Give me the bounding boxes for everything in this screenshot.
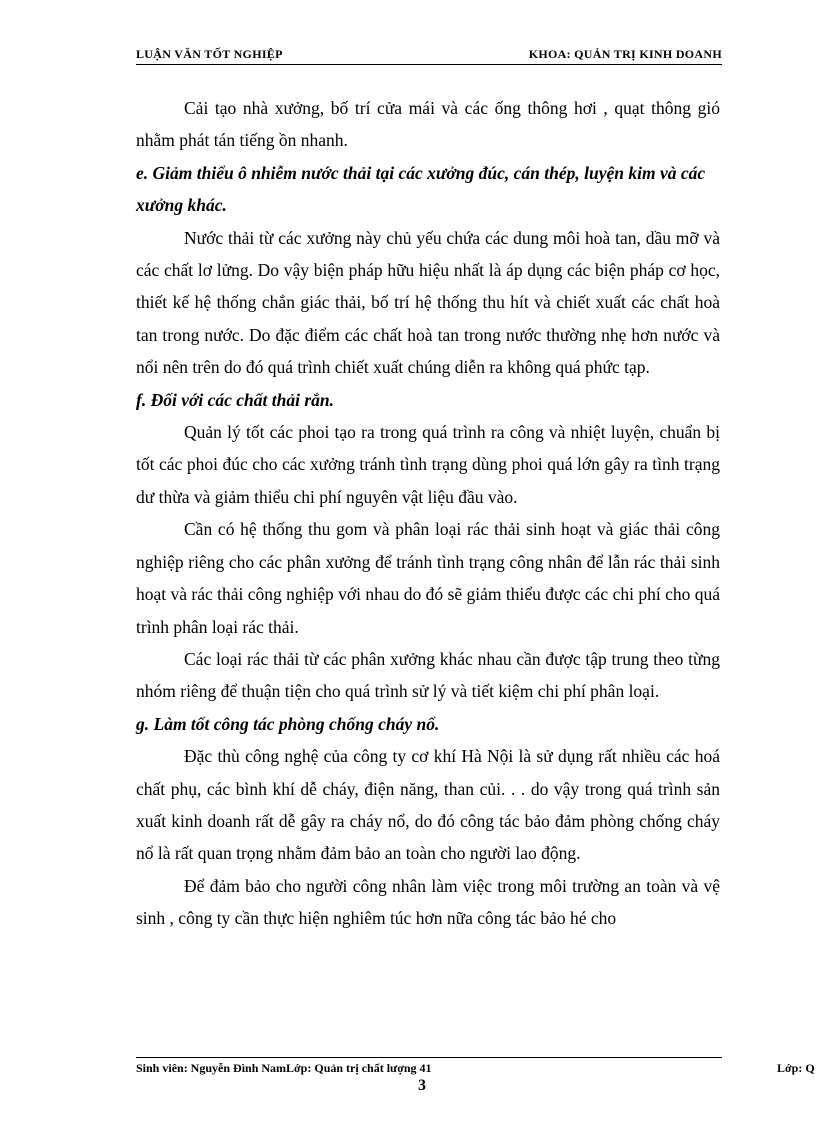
footer-class-label: Lớp: Q — [777, 1061, 815, 1075]
footer-divider — [136, 1057, 722, 1058]
paragraph-solid-waste-3: Các loại rác thải từ các phân xưởng khác nhau cần được tập trung theo từng nhóm riêng để thuận tiện cho quá trình sử lý và tiết kiệm chi phí phân loại. — [136, 648, 720, 702]
paragraph-solid-waste-1: Quản lý tốt các phoi tạo ra trong quá trình ra công và nhiệt luyện, chuẩn bị tốt các phoi đúc cho các xưởng tránh tình trạng dùng phoi quá lớn gây ra tình trạng dư thừa và giảm thiểu chi phí nguyên vật liệu đầu vào. — [136, 422, 720, 507]
footer-student-info: Sinh viên: Nguyễn Đình NamLớp: Quản trị chất lượng 41 — [136, 1061, 432, 1075]
header-thesis-title: LUẬN VĂN TỐT NGHIỆP — [136, 47, 283, 61]
paragraph-solid-waste-2: Cần có hệ thống thu gom và phân loại rác thải sinh hoạt và giác thải công nghiệp riêng cho các phân xưởng để tránh tình trạng công nhân để lẫn rác thải sinh hoạt và rác thải công nghiệp với nhau do đó sẽ giảm thiểu được các chi phí cho quá trình phân loại rác thải. — [136, 519, 720, 637]
page-number: 3 — [418, 1077, 426, 1094]
header-faculty: KHOA: QUẢN TRỊ KINH DOANH — [528, 47, 722, 61]
header-divider — [136, 64, 722, 65]
paragraph-wastewater: Nước thải từ các xưởng này chủ yếu chứa các dung môi hoà tan, dầu mỡ và các chất lơ lửng. Do vậy biện pháp hữu hiệu nhất là áp dụng các biện pháp cơ học, thiết kế hệ thống chắn giác thải, bố trí hệ thống thu hít và chiết xuất các chất hoà tan trong nước. Do đặc điểm các chất hoà tan trong nước thường nhẹ hơn nước và nổi nên trên do đó quá trình chiết xuất chúng diễn ra không quá phức tạp. — [136, 227, 720, 378]
paragraph-fire-prevention-2: Để đảm bảo cho người công nhân làm việc trong môi trường an toàn và vệ sinh , công ty cần thực hiện nghiêm túc hơn nữa công tác bảo hé cho — [136, 875, 720, 929]
heading-solid-waste: f. Đối với các chất thải rắn. — [136, 389, 334, 410]
paragraph-ventilation: Cải tạo nhà xưởng, bố trí cửa mái và các ống thông hơi , quạt thông gió nhằm phát tán tiếng ồn nhanh. — [136, 98, 720, 151]
paragraph-fire-prevention-1: Đặc thù công nghệ của công ty cơ khí Hà Nội là sử dụng rất nhiều các hoá chất phụ, các bình khí dễ cháy, điện năng, than củi. . . do vậy trong quá trình sản xuất kinh doanh rất dễ gây ra cháy nổ, do đó công tác bảo đảm phòng chống cháy nổ là rất quan trọng nhằm đảm bảo an toàn cho người lao động. — [136, 746, 720, 864]
heading-fire-prevention: g. Làm tốt công tác phòng chống cháy nổ. — [136, 713, 440, 734]
heading-wastewater: e. Giảm thiểu ô nhiễm nước thải tại các xưởng đúc, cán thép, luyện kim và các xưởng khác. — [136, 162, 706, 216]
page-body — [136, 92, 720, 935]
